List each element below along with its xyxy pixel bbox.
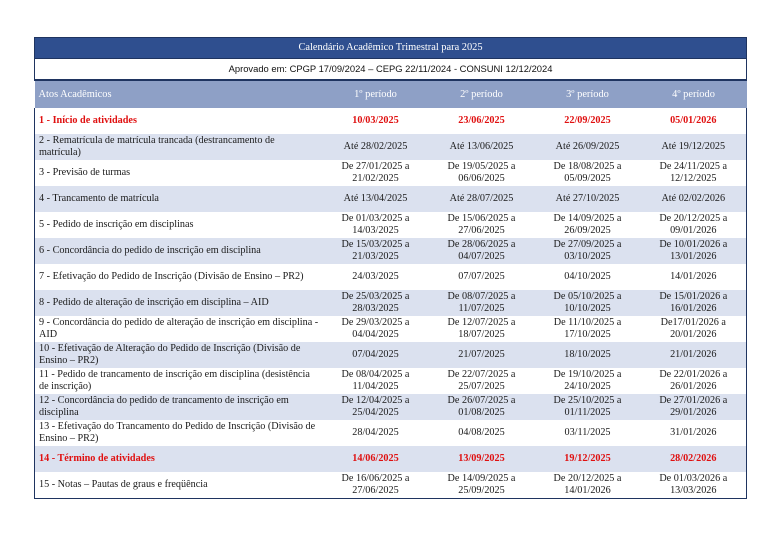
- row-label: 2 - Rematrícula de matrícula trancada (destrancamento de matrícula): [35, 134, 323, 160]
- cell-period-4: De 22/01/2026 a 26/01/2026: [641, 368, 747, 394]
- column-header-period-4: 4º período: [641, 80, 747, 108]
- cell-period-1: 14/06/2025: [323, 446, 429, 472]
- cell-period-3: De 14/09/2025 a 26/09/2025: [553, 213, 622, 236]
- table-row: [35, 134, 747, 160]
- table-row: [35, 342, 747, 368]
- cell-period-4: De 15/01/2026 a 16/01/2026: [641, 290, 747, 316]
- cell-period-3: Até 26/09/2025: [535, 134, 641, 160]
- row-label: 1 - Início de atividades: [35, 108, 323, 134]
- table-row: [35, 160, 747, 186]
- row-label: 13 - Efetivação do Trancamento do Pedido de Inscrição (Divisão de Ensino – PR2): [35, 420, 323, 446]
- cell-period-1: De 15/03/2025 a 21/03/2025: [323, 238, 429, 264]
- cell-period-3: 18/10/2025: [535, 342, 641, 368]
- cell-period-1: De 27/01/2025 a 21/02/2025: [341, 161, 410, 184]
- cell-period-2: Até 13/06/2025: [429, 134, 535, 160]
- cell-period-4: De 20/12/2025 a 09/01/2026: [641, 212, 747, 238]
- cell-period-4: De17/01/2026 a 20/01/2026: [641, 316, 747, 342]
- cell-period-1: De 12/04/2025 a 25/04/2025: [323, 394, 429, 420]
- row-label: 15 - Notas – Pautas de graus e freqüência: [35, 472, 323, 499]
- table-row: [35, 186, 747, 212]
- row-label: 11 - Pedido de trancamento de inscrição em disciplina (desistência de inscrição): [35, 368, 323, 394]
- row-label: 8 - Pedido de alteração de inscrição em disciplina – AID: [35, 290, 323, 316]
- cell-period-2: De 22/07/2025 a 25/07/2025: [447, 369, 516, 392]
- cell-period-4: 28/02/2026: [641, 446, 747, 472]
- approval-row: [35, 59, 747, 81]
- table-title: Calendário Acadêmico Trimestral para 2025: [35, 38, 747, 59]
- table-row: [35, 316, 747, 342]
- calendar-document: [34, 37, 746, 499]
- cell-period-1: De 08/04/2025 a 11/04/2025: [341, 369, 410, 392]
- table-row: [35, 368, 747, 394]
- cell-period-4: 21/01/2026: [641, 342, 747, 368]
- cell-period-3: De 20/12/2025 a 14/01/2026: [535, 472, 641, 499]
- title-row: [35, 38, 747, 59]
- cell-period-1: 07/04/2025: [323, 342, 429, 368]
- table-row: [35, 394, 747, 420]
- cell-period-2: Até 28/07/2025: [429, 186, 535, 212]
- cell-period-4: Até 02/02/2026: [641, 186, 747, 212]
- approval-text: Aprovado em: CPGP 17/09/2024 – CEPG 22/11/2024 - CONSUNI 12/12/2024: [35, 59, 747, 81]
- row-label: 9 - Concordância do pedido de alteração de inscrição em disciplina - AID: [35, 316, 323, 342]
- cell-period-2: De 26/07/2025 a 01/08/2025: [429, 394, 535, 420]
- cell-period-2: De 19/05/2025 a 06/06/2025: [447, 161, 516, 184]
- cell-period-2: De 15/06/2025 a 27/06/2025: [447, 213, 516, 236]
- cell-period-1: De 29/03/2025 a 04/04/2025: [341, 317, 410, 340]
- cell-period-2: De 12/07/2025 a 18/07/2025: [447, 317, 516, 340]
- cell-period-2: De 08/07/2025 a 11/07/2025: [429, 290, 535, 316]
- academic-calendar-table: [34, 37, 747, 499]
- cell-period-1: 28/04/2025: [352, 427, 399, 438]
- cell-period-2: 21/07/2025: [429, 342, 535, 368]
- table-row: [35, 446, 747, 472]
- cell-period-2: 07/07/2025: [458, 271, 505, 282]
- row-label: 7 - Efetivação do Pedido de Inscrição (Divisão de Ensino – PR2): [35, 264, 323, 290]
- table-row: [35, 108, 747, 134]
- cell-period-3: Até 27/10/2025: [535, 186, 641, 212]
- table-row: [35, 472, 747, 499]
- cell-period-1: 10/03/2025: [352, 115, 399, 126]
- cell-period-3: 03/11/2025: [564, 427, 611, 438]
- cell-period-4: 05/01/2026: [641, 108, 747, 134]
- row-label: 4 - Trancamento de matrícula: [35, 186, 323, 212]
- row-label: 6 - Concordância do pedido de inscrição em disciplina: [35, 238, 323, 264]
- cell-period-1: 24/03/2025: [352, 271, 399, 282]
- cell-period-4: De 10/01/2026 a 13/01/2026: [641, 238, 747, 264]
- cell-period-3: De 11/10/2025 a 17/10/2025: [553, 317, 622, 340]
- table-row: [35, 420, 747, 446]
- cell-period-2: 13/09/2025: [429, 446, 535, 472]
- cell-period-2: De 14/09/2025 a 25/09/2025: [429, 472, 535, 499]
- cell-period-3: De 27/09/2025 a 03/10/2025: [535, 238, 641, 264]
- row-label: 14 - Término de atividades: [35, 446, 323, 472]
- column-header-acts: Atos Acadêmicos: [35, 80, 323, 108]
- row-label: 12 - Concordância do pedido de trancamento de inscrição em disciplina: [35, 394, 323, 420]
- cell-period-3: De 18/08/2025 a 05/09/2025: [553, 161, 622, 184]
- cell-period-1: Até 28/02/2025: [323, 134, 429, 160]
- row-label: 3 - Previsão de turmas: [35, 160, 323, 186]
- cell-period-3: De 19/10/2025 a 24/10/2025: [553, 369, 622, 392]
- column-header-row: [35, 80, 747, 108]
- column-header-period-3: 3º período: [535, 80, 641, 108]
- cell-period-3: De 05/10/2025 a 10/10/2025: [535, 290, 641, 316]
- column-header-period-1: 1º período: [323, 80, 429, 108]
- table-row: [35, 290, 747, 316]
- cell-period-4: 14/01/2026: [641, 264, 747, 290]
- table-row: [35, 264, 747, 290]
- cell-period-2: 04/08/2025: [458, 427, 505, 438]
- row-label: 5 - Pedido de inscrição em disciplinas: [35, 212, 323, 238]
- table-row: [35, 238, 747, 264]
- cell-period-4: De 27/01/2026 a 29/01/2026: [641, 394, 747, 420]
- cell-period-2: De 28/06/2025 a 04/07/2025: [429, 238, 535, 264]
- column-header-period-2: 2º período: [429, 80, 535, 108]
- cell-period-1: De 01/03/2025 a 14/03/2025: [341, 213, 410, 236]
- cell-period-4: De 24/11/2025 a 12/12/2025: [641, 160, 747, 186]
- row-label: 10 - Efetivação de Alteração do Pedido de Inscrição (Divisão de Ensino – PR2): [35, 342, 323, 368]
- cell-period-3: 04/10/2025: [564, 271, 611, 282]
- cell-period-3: 19/12/2025: [535, 446, 641, 472]
- cell-period-4: Até 19/12/2025: [641, 134, 747, 160]
- cell-period-4: De 01/03/2026 a 13/03/2026: [641, 472, 747, 499]
- cell-period-1: Até 13/04/2025: [323, 186, 429, 212]
- cell-period-2: 23/06/2025: [458, 115, 505, 126]
- cell-period-3: De 25/10/2025 a 01/11/2025: [535, 394, 641, 420]
- table-row: [35, 212, 747, 238]
- cell-period-3: 22/09/2025: [564, 115, 611, 126]
- cell-period-1: De 25/03/2025 a 28/03/2025: [323, 290, 429, 316]
- cell-period-4: 31/01/2026: [641, 420, 747, 446]
- cell-period-1: De 16/06/2025 a 27/06/2025: [323, 472, 429, 499]
